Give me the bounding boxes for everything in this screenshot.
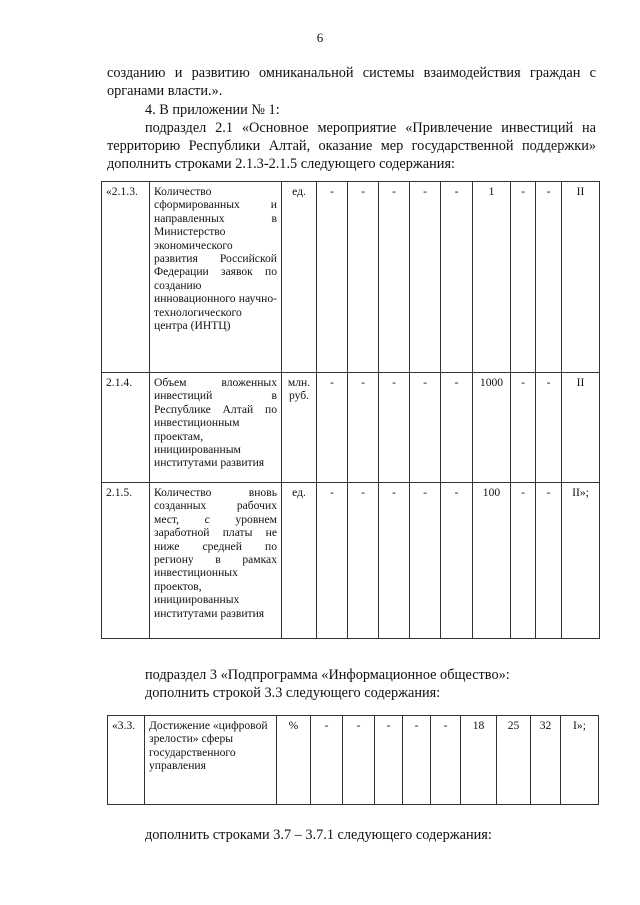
value-cell: - [348,182,379,373]
value-cell: - [441,483,473,639]
paragraph-line: 4. В приложении № 1: [145,102,280,118]
value-cell: - [410,483,441,639]
value-cell: - [311,716,343,805]
paragraph-line: подраздел 3 «Подпрограмма «Информационное общество»: [145,667,510,683]
value-cell: 32 [531,716,561,805]
value-cell: - [536,182,562,373]
row-number: «2.1.3. [102,182,150,373]
unit-cell: ед. [282,182,317,373]
unit-cell: % [277,716,311,805]
value-cell: - [348,373,379,483]
value-cell: - [379,373,410,483]
page-number: 6 [316,30,324,45]
value-cell: - [536,483,562,639]
value-cell: - [403,716,431,805]
value-cell: - [317,373,348,483]
paragraph-line: созданию и развитию омниканальной системы взаимодействия граждан с [107,65,596,81]
category-cell: II»; [562,483,600,639]
indicators-table-2-1 [101,181,600,639]
table-row [108,716,599,805]
indicator-name: Объем вложенных инвестиций в Республике Алтай по инвестиционным проектам, инициированным институтами развития [150,373,282,483]
table-row [102,182,600,373]
indicator-name: Количество сформированных и направленных в Министерство экономического развития Российской Федерации заявок по созданию инновационного научно-технологического центра (ИНТЦ) [150,182,282,373]
value-cell: - [441,182,473,373]
value-cell: - [511,483,536,639]
category-cell: I»; [561,716,599,805]
indicator-name: Количество вновь созданных рабочих мест, с уровнем заработной платы не ниже средней по региону в рамках инвестиционных проектов, инициированных институтами развития [150,483,282,639]
paragraph-line: дополнить строками 3.7 – 3.7.1 следующего содержания: [145,827,492,843]
table-row [102,373,600,483]
paragraph-line: подраздел 2.1 «Основное мероприятие «Привлечение инвестиций на [145,120,596,136]
value-cell: 25 [497,716,531,805]
value-cell: - [511,182,536,373]
value-cell: - [410,373,441,483]
value-cell: - [410,182,441,373]
value-cell: - [317,483,348,639]
paragraph-line: дополнить строками 2.1.3-2.1.5 следующего содержания: [107,156,455,172]
category-cell: II [562,182,600,373]
paragraph-line: дополнить строкой 3.3 следующего содержания: [145,685,441,701]
value-cell: 18 [461,716,497,805]
value-cell: - [343,716,375,805]
value-cell: 1 [473,182,511,373]
value-cell: 1000 [473,373,511,483]
paragraph-line: территорию Республики Алтай, оказание мер государственной поддержки» [107,138,596,154]
value-cell: - [536,373,562,483]
value-cell: - [348,483,379,639]
value-cell: - [379,483,410,639]
value-cell: - [375,716,403,805]
row-number: 2.1.4. [102,373,150,483]
indicators-table-3 [107,715,599,805]
value-cell: 100 [473,483,511,639]
paragraph-line: органами власти.». [107,83,223,99]
unit-cell: ед. [282,483,317,639]
row-number: «3.3. [108,716,145,805]
table-row [102,483,600,639]
unit-cell: млн. руб. [282,373,317,483]
value-cell: - [441,373,473,483]
value-cell: - [317,182,348,373]
row-number: 2.1.5. [102,483,150,639]
indicator-name: Достижение «цифровой зрелости» сферы государственного управления [145,716,277,805]
value-cell: - [431,716,461,805]
value-cell: - [511,373,536,483]
category-cell: II [562,373,600,483]
value-cell: - [379,182,410,373]
